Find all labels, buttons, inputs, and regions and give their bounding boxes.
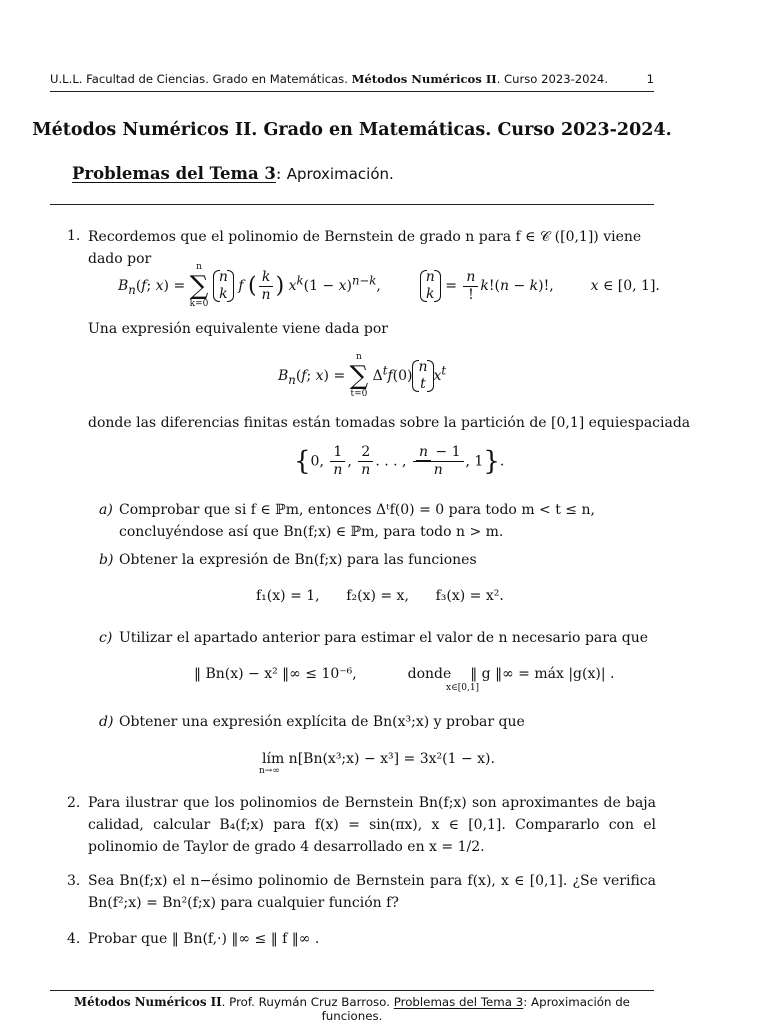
header-year: . Curso 2023-2024. (496, 72, 608, 86)
problem-1d-limit-subscript: n→∞ (259, 766, 280, 776)
problem-4-text: Probar que ‖ Bn(f,·) ‖∞ ≤ ‖ f ‖∞ . (88, 931, 320, 947)
problem-1a-label: a) (99, 502, 113, 518)
problem-1c-equation (194, 666, 614, 682)
problem-1-equivalent-text: Una expresión equivalente viene dada por (88, 321, 389, 337)
problem-1-number: 1. (67, 228, 81, 244)
problem-1c-max-subscript: x∈[0,1] (446, 683, 480, 693)
problem-1a-text: Comprobar que si f ∈ ℙm, entonces Δᵗf(0) = 0 para todo m < t ≤ n, concluyéndose así que Bn(f;x) ∈ ℙm, para todo n > m. (119, 502, 595, 540)
footer-topic: Problemas del Tema 3 (393, 995, 524, 1009)
bernstein-difference-equation: $B_n(f$; x) = n ∑ t=0 $\Delta^tf(0)$ n t $x^t$ (278, 352, 447, 399)
problem-2-number: 2. (67, 795, 81, 811)
sup-norm-definition: ‖ g ‖∞ = máx |g(x)| . (470, 666, 615, 682)
subtitle-rest: Aproximación. (286, 165, 394, 183)
problem-1c-text: Utilizar el apartado anterior para estimar el valor de n necesario para que (119, 630, 648, 646)
problem-1d-limit-equation: lím n[Bn(x³;x) − x³] = 3x²(1 − x). (262, 751, 495, 767)
problem-1b-functions: f₁(x) = 1, f₂(x) = x, f₃(x) = x². (256, 588, 504, 604)
footer-professor: . Prof. Ruymán Cruz Barroso. (221, 995, 390, 1009)
problem-1-intro: Recordemos que el polinomio de Bernstein de grado n para f ∈ 𝒞 ([0,1]) viene dado por (88, 229, 642, 267)
problem-1b-label: b) (99, 552, 114, 568)
problem-4-number: 4. (67, 931, 81, 947)
problem-1d-text: Obtener una expresión explícita de Bn(x³;x) y probar que (119, 714, 525, 730)
subtitle: Problemas del Tema 3: Aproximación. (72, 164, 394, 183)
problem-1c-label: c) (99, 630, 113, 646)
problem-3-text: Sea Bn(f;x) el n−ésimo polinomio de Bernstein para f(x), x ∈ [0,1]. ¿Se verifica Bn(f²;x) = Bn²(f;x) para cualquier función f? (88, 873, 656, 911)
where-word: donde (407, 666, 452, 682)
header-course: Métodos Numéricos II (351, 72, 497, 86)
header-left (50, 72, 608, 86)
subtitle-topic: Problemas del Tema 3 (72, 164, 276, 183)
footer-course: Métodos Numéricos II (74, 995, 222, 1009)
tolerance-inequality: ‖ Bn(x) − x² ‖∞ ≤ 10⁻⁶, (194, 666, 357, 682)
footer-rest: : Aproximación de funciones. (321, 995, 630, 1023)
title-rule (50, 204, 654, 205)
document-title: Métodos Numéricos II. Grado en Matemáticas. Curso 2023-2024. (32, 120, 672, 140)
problem-1b-text: Obtener la expresión de Bn(f;x) para las funciones (119, 552, 477, 568)
partition-equation: {0, $\frac{1}{n}$ , $\frac{2}{n}$ . . . , $\frac{n - 1}{n}$ , 1}. (294, 444, 505, 478)
running-header (50, 72, 654, 92)
problem-1-finite-differences-text: donde las diferencias finitas están tomadas sobre la partición de [0,1] equiespaciada (88, 415, 691, 431)
running-footer (50, 990, 654, 1023)
problem-2-text: Para ilustrar que los polinomios de Bernstein Bn(f;x) son aproximantes de baja calidad, calcular B₄(f;x) para f(x) = sin(πx), x ∈ [0,1]. Compararlo con el polinomio de Taylor de grado 4 desarrollado en x = 1/2. (88, 795, 656, 855)
problem-1d-label: d) (99, 714, 114, 730)
problem-3-number: 3. (67, 873, 81, 889)
header-institution: U.L.L. Facultad de Ciencias. Grado en Matemáticas. (50, 72, 348, 86)
page-number: 1 (646, 72, 654, 86)
bernstein-definition-equation: $B_n(f$; x) = n ∑ k=0 n k f ( $\frac{k}{n}$ ) $x^k(1 - x)^{n-k}$, n k = n !k!(n − k)!, x ∈ [0, 1]. (118, 262, 660, 309)
